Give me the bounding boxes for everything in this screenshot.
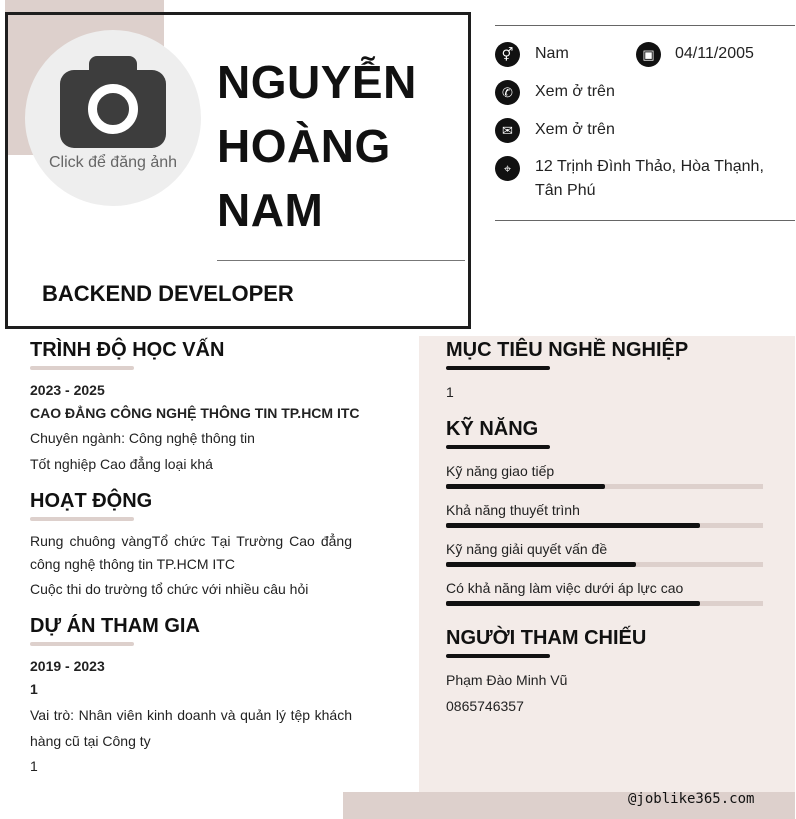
- skills-title: KỸ NĂNG: [446, 418, 539, 440]
- candidate-name: NGUYỄN HOÀNG NAM: [217, 56, 417, 236]
- skill-bar: [446, 484, 763, 489]
- education-underline: [30, 366, 134, 370]
- projects-detail: 1: [30, 758, 38, 774]
- camera-lens-icon: [88, 84, 138, 134]
- skill-label: Kỹ năng giao tiếp: [446, 463, 555, 479]
- contact-divider-bottom: [495, 220, 795, 221]
- education-school: CAO ĐẲNG CÔNG NGHỆ THÔNG TIN TP.HCM ITC: [30, 405, 360, 421]
- education-period: 2023 - 2025: [30, 382, 105, 398]
- address-value: 12 Trịnh Đình Thảo, Hòa Thạnh, Tân Phú: [535, 158, 764, 199]
- skill-bar-fill: [446, 562, 636, 567]
- birthdate-value: 04/11/2005: [675, 45, 754, 62]
- phone-icon: ✆: [495, 80, 520, 105]
- footer-watermark: @joblike365.com: [628, 791, 755, 807]
- education-title: TRÌNH ĐỘ HỌC VẤN: [30, 339, 225, 361]
- references-underline: [446, 654, 550, 658]
- projects-period: 2019 - 2023: [30, 658, 105, 674]
- phone-value: Xem ở trên: [535, 83, 615, 100]
- activities-line1: Rung chuông vàngTổ chức Tại Trường Cao đẳng công nghệ thông tin TP.HCM ITC: [30, 533, 352, 572]
- objective-text: 1: [446, 384, 454, 400]
- name-divider: [217, 260, 465, 261]
- projects-name: 1: [30, 681, 38, 697]
- activities-line2: Cuộc thi do trường tổ chức với nhiều câu hỏi: [30, 581, 309, 597]
- job-title: BACKEND DEVELOPER: [42, 281, 294, 306]
- education-grade: Tốt nghiệp Cao đẳng loại khá: [30, 456, 213, 472]
- photo-caption[interactable]: Click để đăng ảnh: [48, 154, 178, 171]
- email-icon: ✉: [495, 118, 520, 143]
- education-major: Chuyên ngành: Công nghệ thông tin: [30, 430, 255, 446]
- skill-bar: [446, 523, 763, 528]
- skill-label: Kỹ năng giải quyết vấn đề: [446, 541, 608, 557]
- gender-value: Nam: [535, 45, 569, 62]
- objective-title: MỤC TIÊU NGHỀ NGHIỆP: [446, 339, 689, 361]
- skill-bar-fill: [446, 484, 605, 489]
- skills-underline: [446, 445, 550, 449]
- location-icon: ⌖: [495, 156, 520, 181]
- projects-title: DỰ ÁN THAM GIA: [30, 615, 200, 637]
- activities-underline: [30, 517, 134, 521]
- skill-bar-fill: [446, 523, 700, 528]
- projects-role: Vai trò: Nhân viên kinh doanh và quản lý tệp khách hàng cũ tại Công ty: [30, 707, 352, 749]
- calendar-icon: ▣: [636, 42, 661, 67]
- skill-label: Khả năng thuyết trình: [446, 502, 580, 518]
- references-title: NGƯỜI THAM CHIẾU: [446, 627, 647, 649]
- reference-name: Phạm Đào Minh Vũ: [446, 672, 568, 688]
- skill-bar: [446, 601, 763, 606]
- gender-icon: ⚥: [495, 42, 520, 67]
- projects-underline: [30, 642, 134, 646]
- activities-title: HOẠT ĐỘNG: [30, 490, 153, 512]
- reference-phone: 0865746357: [446, 698, 524, 714]
- skill-bar: [446, 562, 763, 567]
- objective-underline: [446, 366, 550, 370]
- contact-divider-top: [495, 25, 795, 26]
- skill-label: Có khả năng làm việc dưới áp lực cao: [446, 580, 684, 596]
- email-value: Xem ở trên: [535, 121, 615, 138]
- skill-bar-fill: [446, 601, 700, 606]
